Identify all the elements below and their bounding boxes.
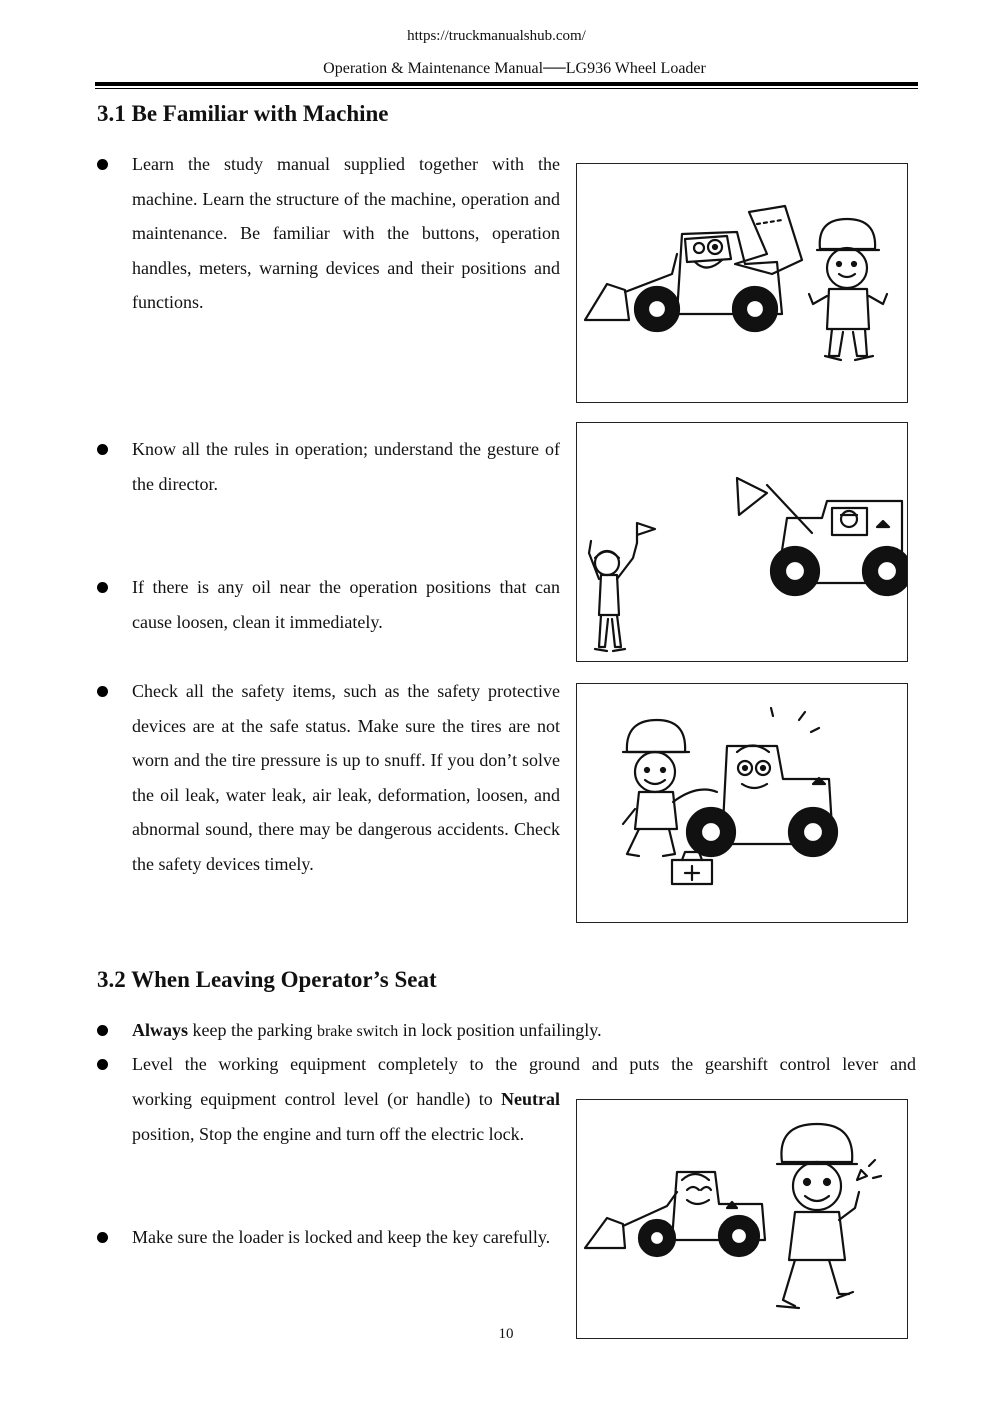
paragraph-lock-loader: Make sure the loader is locked and keep the key carefully. — [132, 1227, 551, 1247]
illustration-safety-check — [576, 683, 908, 923]
document-title: Operation & Maintenance Manual──LG936 Wheel Loader — [323, 60, 706, 77]
text-brake-switch: brake switch — [316, 1023, 399, 1040]
paragraph-know-rules: Know all the rules in operation; understand the gesture of the director. — [132, 439, 560, 494]
paragraph-check-safety: Check all the safety items, such as the safety protective devices are at the safe status. Make sure the tires are not worn and the tire pressure is up to snuff. If you don’t solve the oil leak, water leak, air leak, deformation, loosen, and abnormal sound, there may be dangerous accidents. Check the safety devices timely. — [132, 681, 560, 874]
section-heading-3-1: 3.1 Be Familiar with Machine — [97, 101, 389, 126]
bullet-dot — [97, 1025, 108, 1036]
illustration-loader-with-manual — [576, 163, 908, 403]
page-number: 10 — [498, 1326, 514, 1342]
header-url: https://truckmanualshub.com/ — [407, 28, 586, 44]
paragraph-learn-manual: Learn the study manual supplied together with the machine. Learn the structure of the machine, operation and maintenance. Be familiar with the buttons, operation handles, meters, warning devices and their positions and functions. — [132, 154, 560, 312]
text-segment: keep the parking — [188, 1020, 317, 1040]
section-heading-3-2: 3.2 When Leaving Operator’s Seat — [97, 967, 437, 992]
illustration-director-gesture — [576, 422, 908, 662]
bullet-dot — [97, 582, 108, 593]
paragraph-parking-brake — [132, 1013, 916, 1050]
paragraph-level-equipment — [132, 1082, 560, 1151]
text-segment: working equipment control level (or handle) to — [132, 1089, 502, 1109]
text-segment: in lock position unfailingly. — [398, 1020, 602, 1040]
bullet-dot — [97, 159, 108, 170]
paragraph-clean-oil: If there is any oil near the operation positions that can cause loosen, clean it immediately. — [132, 577, 560, 632]
header-rule-thick — [95, 82, 918, 86]
paragraph-level-equipment-line1: Level the working equipment completely to the ground and puts the gearshift control lever and — [132, 1054, 916, 1074]
bullet-dot — [97, 1059, 108, 1070]
bullet-dot — [97, 686, 108, 697]
illustration-leaving-with-key — [576, 1099, 908, 1339]
bullet-dot — [97, 444, 108, 455]
header-rule-thin — [95, 88, 918, 89]
emphasis-always: Always — [132, 1020, 189, 1040]
bullet-dot — [97, 1232, 108, 1243]
text-segment: position, Stop the engine and turn off the electric lock. — [132, 1123, 525, 1144]
emphasis-neutral: Neutral — [501, 1089, 560, 1109]
